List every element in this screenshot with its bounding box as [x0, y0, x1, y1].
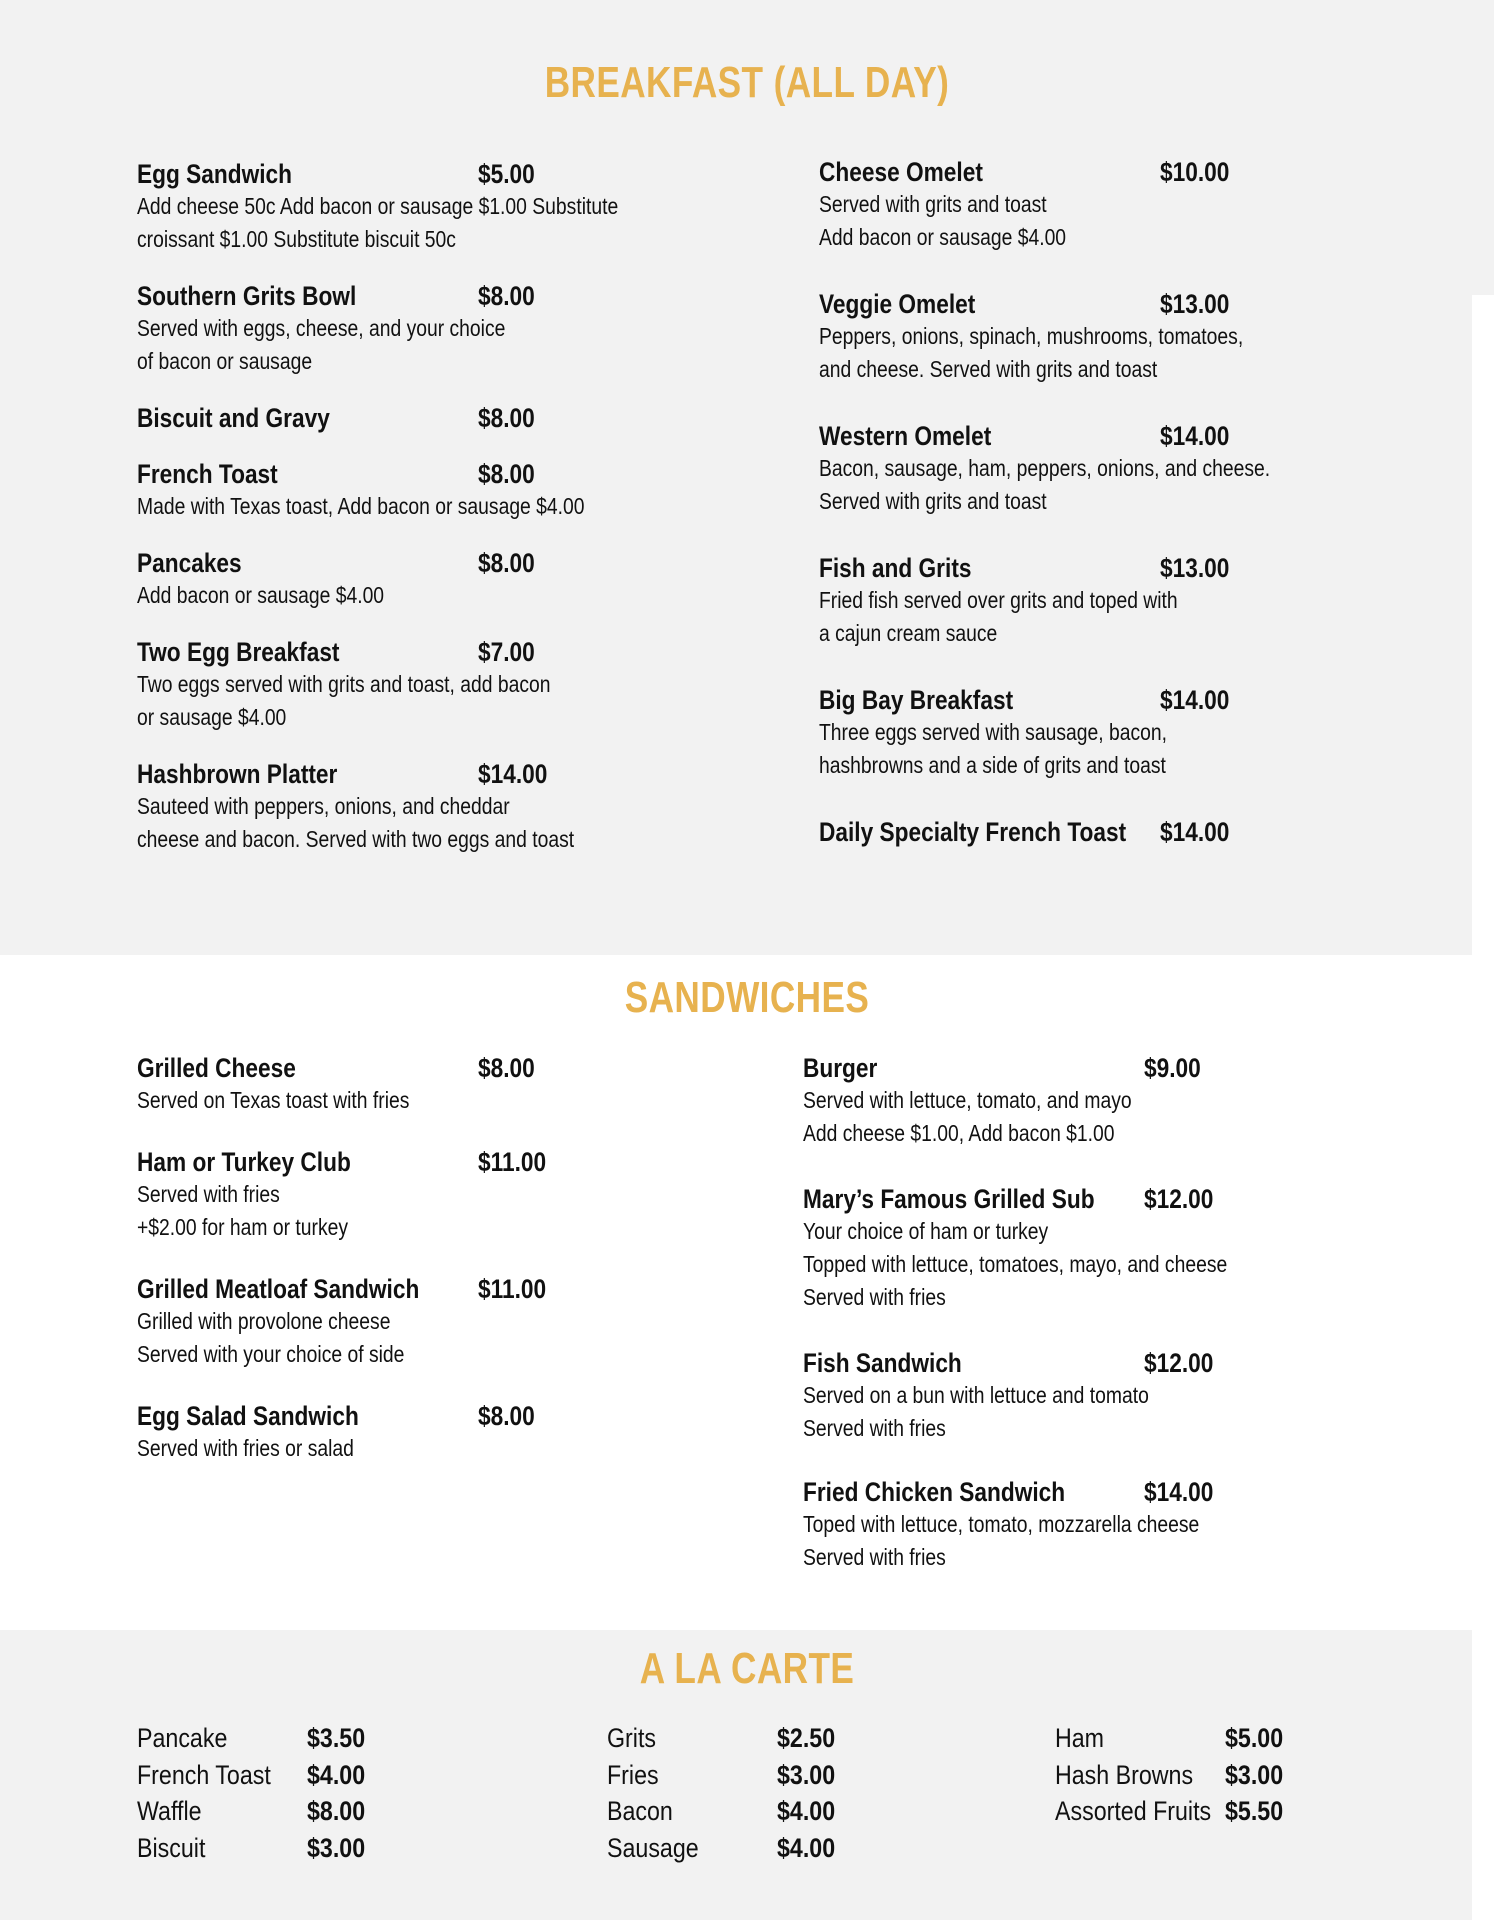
menu-item-header — [137, 758, 697, 790]
menu-item-price: $13.00 — [1160, 553, 1230, 583]
description-line: Served with fries — [137, 1181, 280, 1207]
menu-item — [137, 758, 697, 856]
menu-item-price: $14.00 — [1160, 817, 1230, 847]
a-la-carte-column-3 — [1055, 1720, 1355, 1830]
menu-item-header — [803, 1052, 1363, 1084]
menu-item-header — [137, 402, 697, 434]
menu-item-price: $10.00 — [1160, 157, 1230, 187]
description-line: Add cheese 50c Add bacon or sausage $1.00 Substitute — [137, 193, 619, 219]
description-line: Fried fish served over grits and toped with — [819, 587, 1178, 613]
menu-item — [137, 280, 697, 378]
a-la-carte-item — [607, 1830, 907, 1867]
menu-item — [803, 1476, 1363, 1574]
menu-item — [137, 1146, 697, 1244]
menu-item-name: Veggie Omelet — [819, 289, 976, 319]
a-la-carte-heading: A LA CARTE — [639, 1644, 855, 1693]
menu-item — [803, 1052, 1363, 1150]
menu-item-description — [819, 584, 1289, 650]
menu-item-description — [137, 1305, 607, 1371]
menu-item-price: $8.00 — [478, 459, 535, 489]
menu-item-description — [137, 312, 607, 378]
a-la-carte-item — [607, 1757, 907, 1794]
menu-item-header — [137, 1052, 697, 1084]
menu-item-name: Hashbrown Platter — [137, 759, 338, 789]
menu-item-price: $12.00 — [1144, 1348, 1214, 1378]
menu-item — [137, 636, 697, 734]
menu-item-price: $14.00 — [478, 759, 548, 789]
menu-item-description — [137, 668, 607, 734]
a-la-carte-item-name: Bacon — [607, 1796, 673, 1826]
menu-item-header — [819, 288, 1379, 320]
menu-item-price: $14.00 — [1144, 1477, 1214, 1507]
menu-item-description — [137, 790, 607, 856]
menu-item-price: $8.00 — [478, 403, 535, 433]
menu-item-price: $11.00 — [478, 1274, 547, 1304]
a-la-carte-item — [1055, 1757, 1355, 1794]
a-la-carte-item — [607, 1793, 907, 1830]
menu-item-name: Biscuit and Gravy — [137, 403, 330, 433]
menu-item-price: $11.00 — [478, 1147, 547, 1177]
menu-item-name: Pancakes — [137, 548, 242, 578]
menu-item — [137, 158, 697, 256]
menu-item — [819, 684, 1379, 782]
description-line: Your choice of ham or turkey — [803, 1218, 1049, 1244]
a-la-carte-item-name: Hash Browns — [1055, 1759, 1194, 1790]
menu-item-header — [137, 636, 697, 668]
description-line: Served with fries — [803, 1284, 946, 1310]
a-la-carte-item-price: $4.00 — [777, 1796, 836, 1826]
menu-item-price: $13.00 — [1160, 289, 1230, 319]
menu-item-price: $14.00 — [1160, 685, 1230, 715]
description-line: Served with grits and toast — [819, 488, 1047, 514]
menu-item-header — [137, 547, 697, 579]
description-line: Grilled with provolone cheese — [137, 1308, 391, 1334]
a-la-carte-item-name: Grits — [607, 1723, 657, 1753]
menu-item-header — [819, 156, 1379, 188]
description-line: or sausage $4.00 — [137, 704, 287, 730]
menu-item-price: $8.00 — [478, 1053, 535, 1083]
menu-item-name: Southern Grits Bowl — [137, 281, 357, 311]
menu-item-description — [137, 1178, 607, 1244]
menu-item — [137, 1273, 697, 1371]
menu-item-description — [803, 1379, 1273, 1445]
description-line: hashbrowns and a side of grits and toast — [819, 752, 1166, 778]
a-la-carte-item-price: $3.00 — [1225, 1759, 1284, 1790]
breakfast-left-column — [137, 158, 697, 856]
a-la-carte-item — [1055, 1793, 1355, 1830]
menu-item-header — [819, 816, 1379, 848]
description-line: a cajun cream sauce — [819, 620, 998, 646]
menu-item — [803, 1347, 1363, 1445]
menu-item — [819, 816, 1379, 848]
sandwiches-heading: SANDWICHES — [624, 973, 870, 1022]
menu-item-header — [819, 684, 1379, 716]
a-la-carte-item-price: $3.00 — [307, 1832, 366, 1863]
a-la-carte-item-price: $2.50 — [777, 1723, 836, 1753]
a-la-carte-item — [137, 1830, 437, 1867]
menu-item — [137, 402, 697, 434]
sandwiches-left-column — [137, 1052, 697, 1465]
description-line: Toped with lettuce, tomato, mozzarella cheese — [803, 1511, 1200, 1537]
menu-item — [137, 1400, 697, 1465]
menu-item — [137, 458, 697, 523]
menu-item — [819, 288, 1379, 386]
menu-item-name: Fried Chicken Sandwich — [803, 1477, 1066, 1507]
description-line: Served with fries — [803, 1544, 946, 1570]
menu-item-description — [137, 1084, 607, 1117]
menu-item-name: Mary’s Famous Grilled Sub — [803, 1184, 1095, 1214]
menu-item-price: $14.00 — [1160, 421, 1230, 451]
menu-item — [819, 156, 1379, 254]
a-la-carte-item — [137, 1720, 437, 1757]
description-line: Served with your choice of side — [137, 1341, 405, 1367]
menu-item-name: Western Omelet — [819, 421, 992, 451]
menu-item-description — [137, 190, 619, 256]
menu-item-price: $12.00 — [1144, 1184, 1214, 1214]
description-line: Made with Texas toast, Add bacon or sausage $4.00 — [137, 493, 585, 519]
a-la-carte-item-name: Biscuit — [137, 1832, 206, 1863]
menu-item — [137, 1052, 697, 1117]
a-la-carte-item-name: Sausage — [607, 1832, 699, 1863]
description-line: Served on Texas toast with fries — [137, 1087, 410, 1113]
a-la-carte-item-price: $4.00 — [777, 1832, 836, 1863]
menu-item-price: $9.00 — [1144, 1053, 1201, 1083]
description-line: Two eggs served with grits and toast, add bacon — [137, 671, 551, 697]
menu-item-name: Daily Specialty French Toast — [819, 817, 1127, 847]
a-la-carte-column-2 — [607, 1720, 907, 1866]
menu-item-name: Grilled Cheese — [137, 1053, 296, 1083]
menu-item-price: $5.00 — [478, 159, 535, 189]
menu-item — [137, 547, 697, 612]
menu-item-name: Egg Sandwich — [137, 159, 293, 189]
a-la-carte-item — [607, 1720, 907, 1757]
a-la-carte-item — [1055, 1720, 1355, 1757]
menu-item-name: Fish Sandwich — [803, 1348, 962, 1378]
a-la-carte-item-price: $4.00 — [307, 1759, 366, 1790]
description-line: and cheese. Served with grits and toast — [819, 356, 1158, 382]
menu-item-header — [819, 552, 1379, 584]
menu-item-name: Big Bay Breakfast — [819, 685, 1014, 715]
a-la-carte-item-name: Assorted Fruits — [1055, 1796, 1212, 1826]
menu-item-name: Burger — [803, 1053, 878, 1083]
menu-item-header — [137, 1400, 697, 1432]
menu-item-price: $8.00 — [478, 1401, 535, 1431]
a-la-carte-item-name: Ham — [1055, 1723, 1105, 1753]
menu-item-header — [137, 280, 697, 312]
menu-item-price: $8.00 — [478, 548, 535, 578]
a-la-carte-column-1 — [137, 1720, 437, 1866]
description-line: croissant $1.00 Substitute biscuit 50c — [137, 226, 456, 252]
description-line: Add cheese $1.00, Add bacon $1.00 — [803, 1120, 1115, 1146]
a-la-carte-item-price: $3.50 — [307, 1723, 366, 1753]
menu-item-header — [803, 1183, 1363, 1215]
description-line: +$2.00 for ham or turkey — [137, 1214, 349, 1240]
description-line: Served on a bun with lettuce and tomato — [803, 1382, 1149, 1408]
menu-item-description — [803, 1508, 1273, 1574]
menu-item-price: $8.00 — [478, 281, 535, 311]
menu-item-header — [137, 458, 697, 490]
menu-item-name: Cheese Omelet — [819, 157, 983, 187]
a-la-carte-item-name: Fries — [607, 1759, 659, 1790]
menu-item-name: Egg Salad Sandwich — [137, 1401, 359, 1431]
description-line: Served with grits and toast — [819, 191, 1047, 217]
a-la-carte-item — [137, 1757, 437, 1794]
a-la-carte-item-price: $5.50 — [1225, 1796, 1284, 1826]
menu-item-description — [819, 188, 1289, 254]
menu-item-description — [137, 1432, 607, 1465]
menu-item-name: Ham or Turkey Club — [137, 1147, 351, 1177]
description-line: Add bacon or sausage $4.00 — [819, 224, 1067, 250]
menu-item — [819, 420, 1379, 518]
a-la-carte-item — [137, 1793, 437, 1830]
menu-item-price: $7.00 — [478, 637, 535, 667]
a-la-carte-item-name: Pancake — [137, 1723, 228, 1753]
description-line: Served with fries — [803, 1415, 946, 1441]
menu-item-header — [137, 158, 697, 190]
menu-item-header — [137, 1146, 697, 1178]
menu-item-header — [803, 1347, 1363, 1379]
menu-item-header — [803, 1476, 1363, 1508]
description-line: Served with eggs, cheese, and your choice — [137, 315, 506, 341]
a-la-carte-item-price: $5.00 — [1225, 1723, 1284, 1753]
description-line: Topped with lettuce, tomatoes, mayo, and cheese — [803, 1251, 1228, 1277]
menu-item-name: French Toast — [137, 459, 278, 489]
a-la-carte-item-name: Waffle — [137, 1796, 202, 1826]
breakfast-heading: BREAKFAST (ALL DAY) — [544, 58, 950, 107]
description-line: Peppers, onions, spinach, mushrooms, tomatoes, — [819, 323, 1244, 349]
description-line: Served with fries or salad — [137, 1435, 354, 1461]
menu-item-description — [819, 320, 1289, 386]
description-line: cheese and bacon. Served with two eggs and toast — [137, 826, 575, 852]
menu-item-description — [803, 1084, 1273, 1150]
menu-item-description — [819, 452, 1289, 518]
menu-item — [819, 552, 1379, 650]
menu-item-name: Two Egg Breakfast — [137, 637, 340, 667]
description-line: of bacon or sausage — [137, 348, 313, 374]
a-la-carte-item-price: $3.00 — [777, 1759, 836, 1790]
description-line: Served with lettuce, tomato, and mayo — [803, 1087, 1132, 1113]
a-la-carte-item-name: French Toast — [137, 1759, 271, 1790]
description-line: Three eggs served with sausage, bacon, — [819, 719, 1167, 745]
menu-item-description — [819, 716, 1289, 782]
menu-item-description — [803, 1215, 1273, 1314]
sandwiches-right-column — [803, 1052, 1363, 1574]
menu-item-header — [819, 420, 1379, 452]
menu-item — [803, 1183, 1363, 1314]
description-line: Bacon, sausage, ham, peppers, onions, and cheese. — [819, 455, 1271, 481]
a-la-carte-item-price: $8.00 — [307, 1796, 366, 1826]
menu-item-description — [137, 579, 607, 612]
menu-item-name: Grilled Meatloaf Sandwich — [137, 1274, 420, 1304]
menu-item-header — [137, 1273, 697, 1305]
description-line: Sauteed with peppers, onions, and cheddar — [137, 793, 510, 819]
breakfast-right-column — [819, 156, 1379, 848]
menu-item-name: Fish and Grits — [819, 553, 972, 583]
description-line: Add bacon or sausage $4.00 — [137, 582, 385, 608]
menu-item-description — [137, 490, 607, 523]
